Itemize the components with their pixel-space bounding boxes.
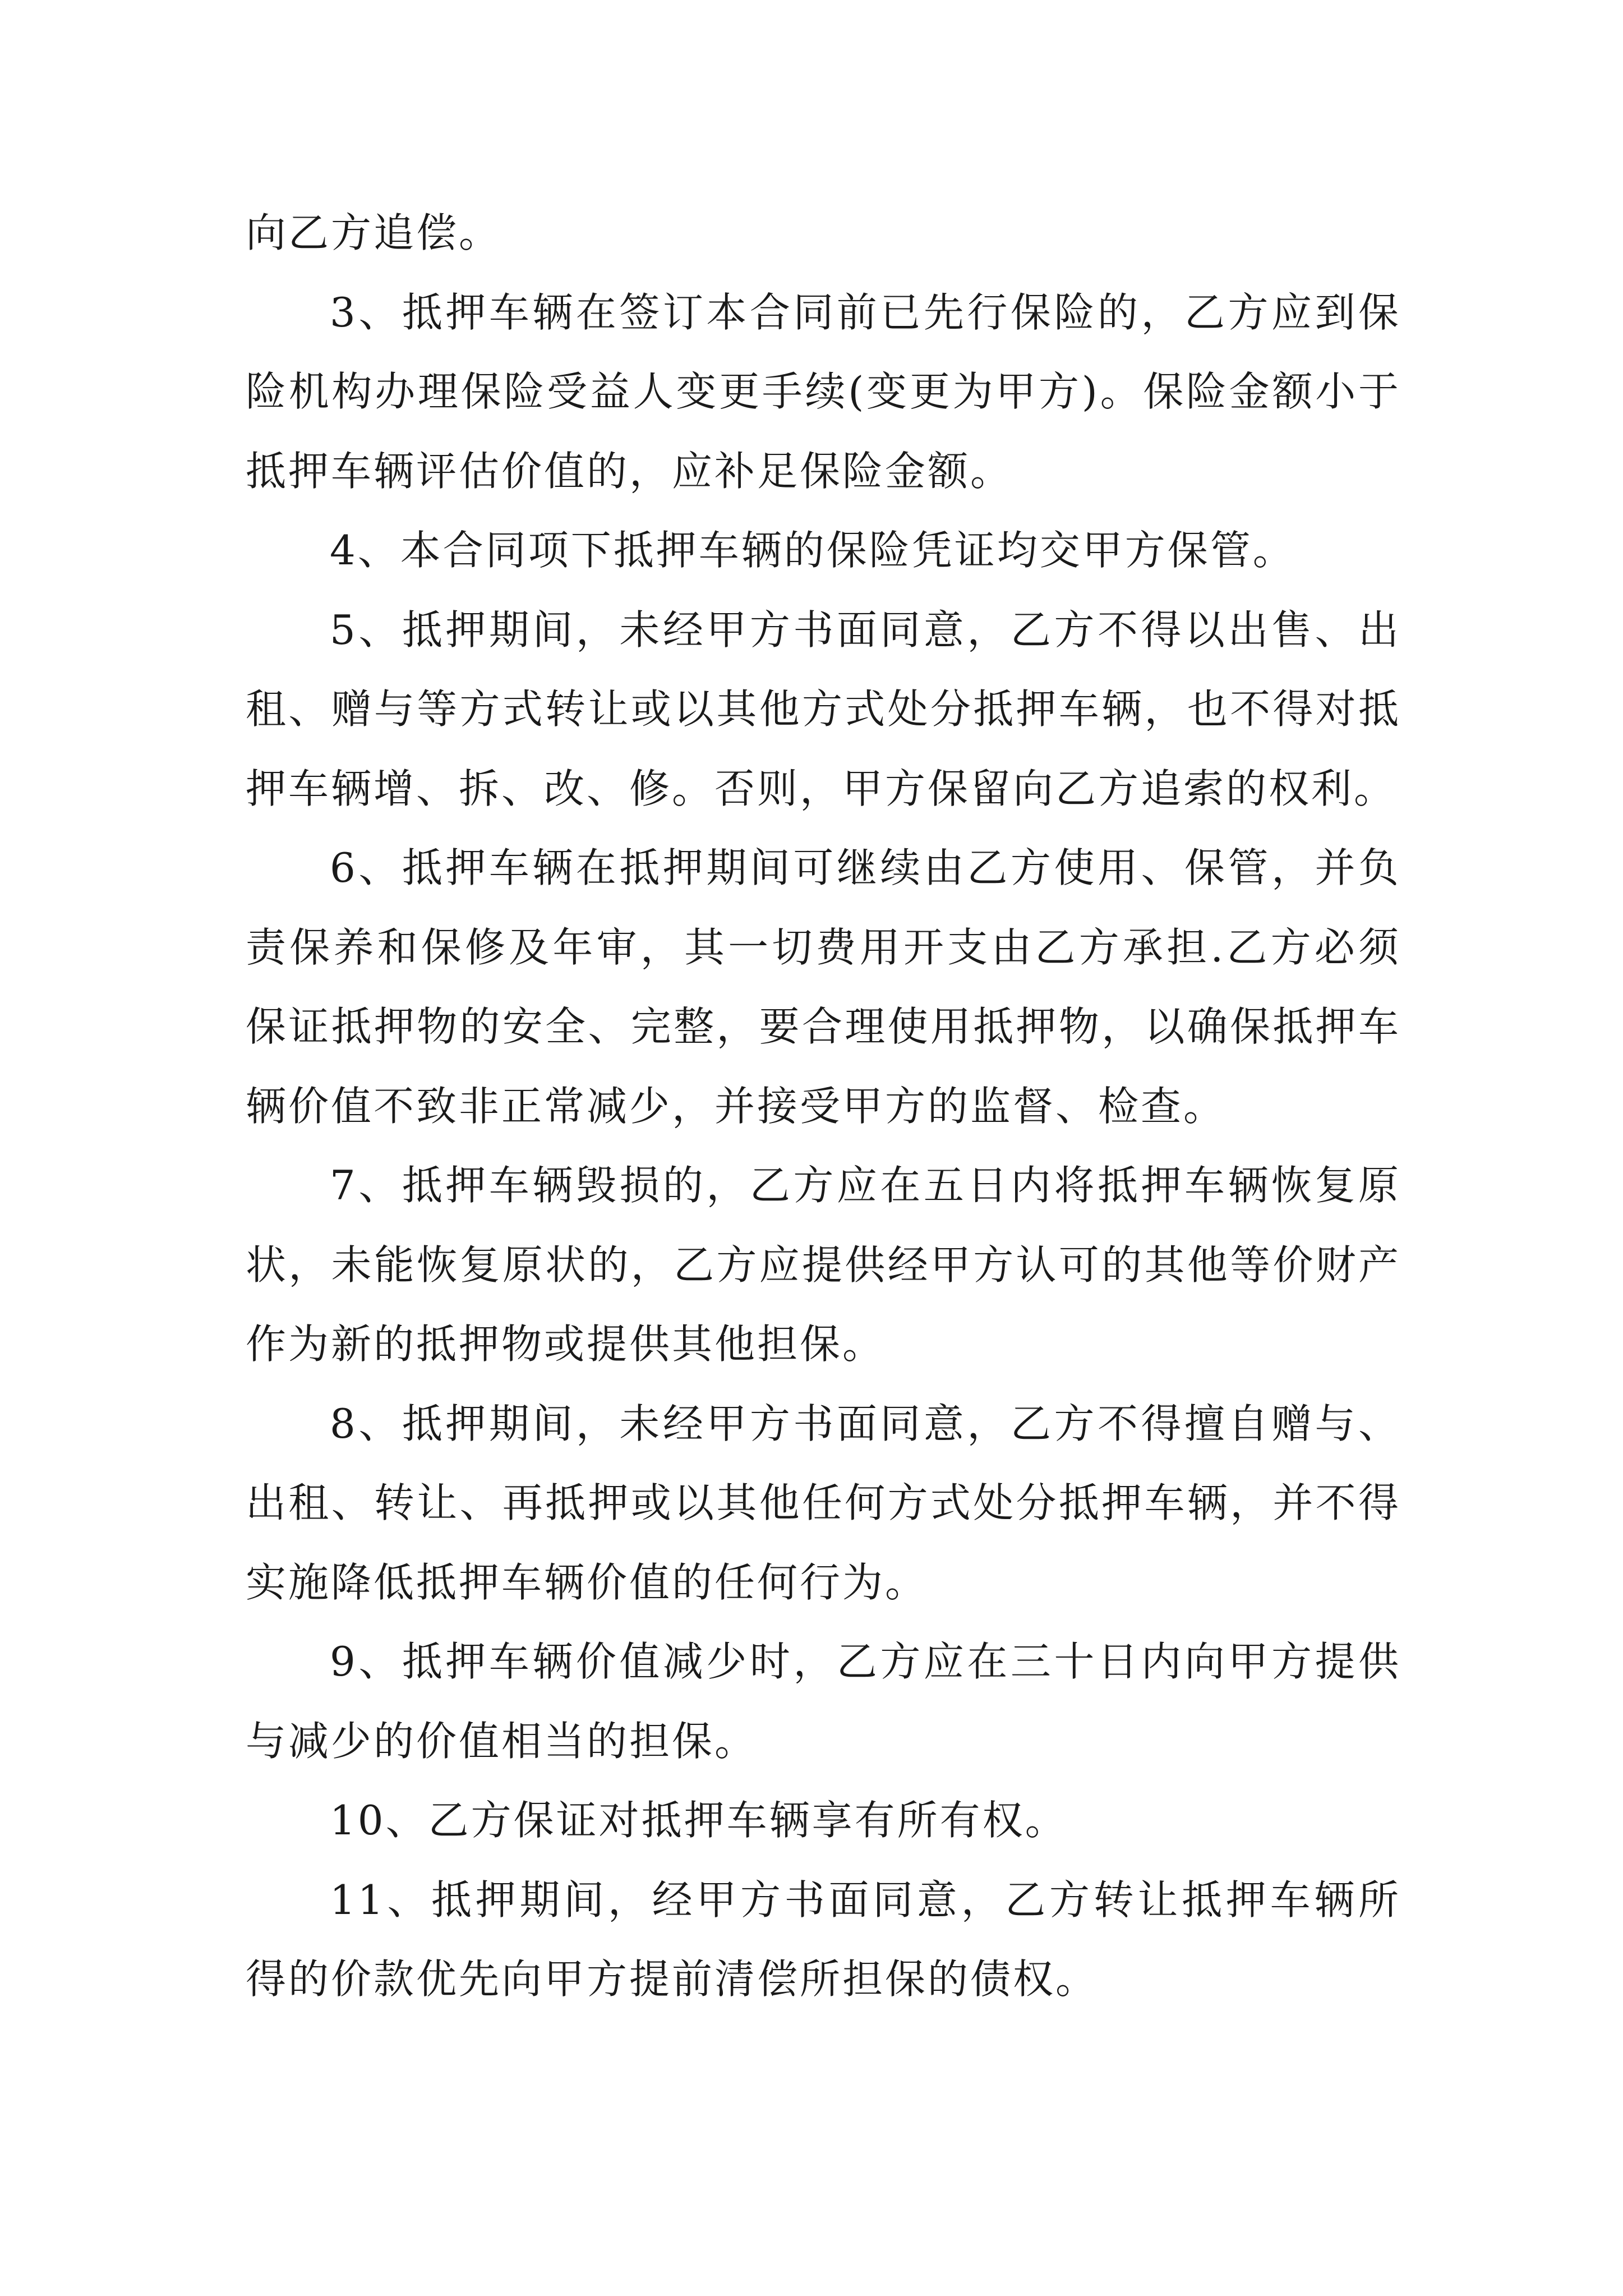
clause-9: 9、抵押车辆价值减少时，乙方应在三十日内向甲方提供与减少的价值相当的担保。: [246, 1638, 1401, 1765]
clause-8: 8、抵押期间，未经甲方书面同意，乙方不得擅自赠与、出租、转让、再抵押或以其他任何方式处分抵押车辆，并不得实施降低抵押车辆价值的任何行为。: [246, 1400, 1401, 1606]
document-body: [246, 194, 1401, 2019]
clause-3: 3、抵押车辆在签订本合同前已先行保险的，乙方应到保险机构办理保险受益人变更手续(变更为甲方)。保险金额小于抵押车辆评估价值的，应补足保险金额。: [246, 288, 1401, 495]
clause-6: 6、抵押车辆在抵押期间可继续由乙方使用、保管，并负责保养和保修及年审，其一切费用开支由乙方承担.乙方必须保证抵押物的安全、完整，要合理使用抵押物，以确保抵押车辆价值不致非正常减少，并接受甲方的监督、检查。: [246, 844, 1401, 1130]
clause-5: 5、抵押期间，未经甲方书面同意，乙方不得以出售、出租、赠与等方式转让或以其他方式处分抵押车辆，也不得对抵押车辆增、拆、改、修。否则，甲方保留向乙方追索的权利。: [246, 606, 1401, 812]
paragraph-continuation: 向乙方追偿。: [246, 209, 502, 256]
clause-7: 7、抵押车辆毁损的，乙方应在五日内将抵押车辆恢复原状，未能恢复原状的，乙方应提供经甲方认可的其他等价财产作为新的抵押物或提供其他担保。: [246, 1162, 1401, 1368]
clause-4: 4、本合同项下抵押车辆的保险凭证均交甲方保管。: [330, 527, 1295, 574]
clause-10: 10、乙方保证对抵押车辆享有所有权。: [330, 1797, 1068, 1844]
clause-11: 11、抵押期间，经甲方书面同意，乙方转让抵押车辆所得的价款优先向甲方提前清偿所担保的债权。: [246, 1876, 1401, 2003]
